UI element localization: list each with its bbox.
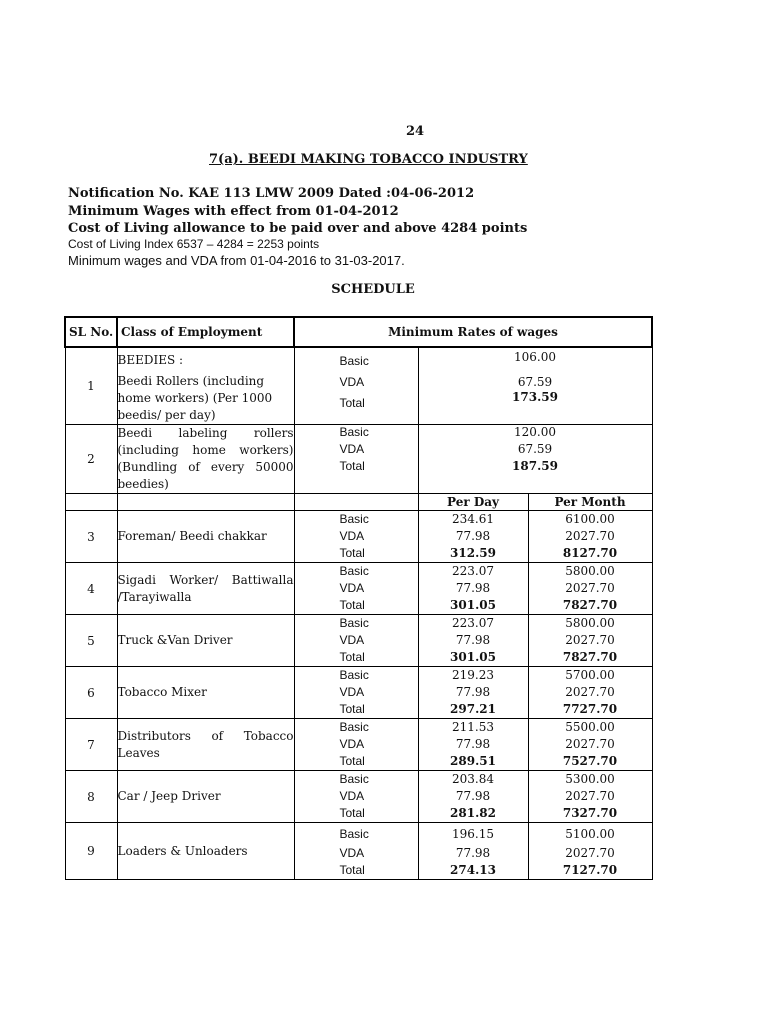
per-day-values	[418, 511, 528, 563]
row-values	[418, 425, 652, 494]
table-row	[65, 719, 652, 771]
per-month-values	[528, 719, 652, 771]
basic-label: Basic	[339, 668, 369, 682]
per-day-values	[418, 667, 528, 719]
row-class: Tobacco Mixer	[117, 667, 294, 719]
basic-month: 5500.00	[565, 720, 615, 734]
per-month-values	[528, 823, 652, 880]
basic-label: Basic	[339, 564, 369, 578]
total-day: 281.82	[450, 806, 496, 820]
per-day-values	[418, 771, 528, 823]
total-month: 7327.70	[562, 806, 618, 820]
total-label: Total	[339, 806, 365, 820]
row-labels	[294, 347, 418, 425]
total-month: 7727.70	[562, 702, 618, 716]
total-day: 312.59	[450, 546, 496, 560]
cost-index-line: Cost of Living Index 6537 – 4284 = 2253 points	[68, 237, 320, 251]
table-row	[65, 667, 652, 719]
table-row	[65, 511, 652, 563]
table-row	[65, 425, 652, 494]
basic-month: 5800.00	[565, 564, 615, 578]
per-month-header: Per Month	[528, 494, 652, 511]
total-value: 187.59	[512, 459, 558, 473]
vda-day: 77.98	[455, 737, 491, 751]
basic-label: Basic	[339, 827, 369, 841]
row-class	[117, 347, 294, 425]
vda-month: 2027.70	[565, 846, 615, 860]
row-labels	[294, 719, 418, 771]
total-label: Total	[339, 459, 365, 473]
row-class: Distributors of Tobacco Leaves	[117, 719, 294, 771]
vda-label: VDA	[339, 581, 365, 595]
basic-label: Basic	[339, 720, 369, 734]
row-sl: 6	[65, 667, 117, 719]
basic-month: 6100.00	[565, 512, 615, 526]
row-labels	[294, 563, 418, 615]
per-month-values	[528, 563, 652, 615]
vda-label: VDA	[339, 633, 365, 647]
row-labels	[294, 615, 418, 667]
total-day: 301.05	[450, 650, 496, 664]
row-sl: 8	[65, 771, 117, 823]
header-class: Class of Employment	[117, 317, 294, 347]
per-day-header: Per Day	[418, 494, 528, 511]
total-month: 7127.70	[562, 863, 618, 877]
vda-day: 77.98	[455, 789, 491, 803]
row-class: Loaders & Unloaders	[117, 823, 294, 880]
basic-month: 5100.00	[565, 827, 615, 841]
total-label: Total	[339, 863, 365, 877]
page-number: 24	[405, 124, 425, 139]
total-label: Total	[339, 546, 365, 560]
basic-label: Basic	[339, 616, 369, 630]
basic-label: Basic	[339, 354, 369, 368]
vda-month: 2027.70	[565, 737, 615, 751]
row-sl: 4	[65, 563, 117, 615]
row-labels	[294, 425, 418, 494]
vda-day: 77.98	[455, 846, 491, 860]
vda-month: 2027.70	[565, 685, 615, 699]
row-class: Sigadi Worker/ Battiwalla /Tarayiwalla	[117, 563, 294, 615]
class-line: BEEDIES :	[117, 353, 184, 367]
vda-month: 2027.70	[565, 789, 615, 803]
vda-day: 77.98	[455, 529, 491, 543]
total-label: Total	[339, 754, 365, 768]
row-class: Beedi labeling rollers (including home workers) (Bundling of every 50000 beedies)	[117, 425, 294, 494]
basic-label: Basic	[339, 772, 369, 786]
total-month: 7827.70	[562, 598, 618, 612]
basic-month: 5800.00	[565, 616, 615, 630]
row-values	[418, 347, 652, 425]
effect-date-line: Minimum Wages with effect from 01-04-2012	[68, 204, 399, 219]
cola-line: Cost of Living allowance to be paid over and above 4284 points	[68, 221, 528, 236]
basic-day: 223.07	[452, 564, 494, 578]
table-row	[65, 347, 652, 425]
vda-label: VDA	[339, 737, 365, 751]
row-sl: 2	[65, 425, 117, 494]
total-day: 297.21	[450, 702, 496, 716]
per-month-values	[528, 667, 652, 719]
total-month: 8127.70	[562, 546, 618, 560]
basic-day: 203.84	[452, 772, 494, 786]
wage-schedule-table	[64, 316, 653, 880]
vda-day: 77.98	[455, 633, 491, 647]
vda-label: VDA	[339, 846, 365, 860]
total-value: 173.59	[512, 390, 558, 404]
basic-day: 196.15	[452, 827, 494, 841]
header-rates: Minimum Rates of wages	[294, 317, 652, 347]
total-label: Total	[339, 396, 365, 410]
notification-line: Notification No. KAE 113 LMW 2009 Dated :04-06-2012	[68, 186, 475, 201]
total-month: 7827.70	[562, 650, 618, 664]
vda-label: VDA	[339, 529, 365, 543]
table-header-row	[65, 317, 652, 347]
schedule-title: SCHEDULE	[331, 282, 415, 297]
class-line: Beedi Rollers (including	[117, 374, 265, 388]
per-month-values	[528, 511, 652, 563]
basic-day: 223.07	[452, 616, 494, 630]
table-row	[65, 563, 652, 615]
vda-day: 77.98	[455, 685, 491, 699]
vda-value: 67.59	[517, 442, 553, 456]
row-sl: 9	[65, 823, 117, 880]
total-month: 7527.70	[562, 754, 618, 768]
row-sl: 5	[65, 615, 117, 667]
total-day: 289.51	[450, 754, 496, 768]
vda-day: 77.98	[455, 581, 491, 595]
row-class: Car / Jeep Driver	[117, 771, 294, 823]
vda-month: 2027.70	[565, 581, 615, 595]
per-day-values	[418, 823, 528, 880]
table-row	[65, 771, 652, 823]
basic-month: 5700.00	[565, 668, 615, 682]
basic-value: 106.00	[514, 350, 556, 364]
per-month-values	[528, 615, 652, 667]
vda-label: VDA	[339, 442, 365, 456]
header-sl: SL No.	[65, 317, 117, 347]
row-labels	[294, 823, 418, 880]
total-day: 274.13	[450, 863, 496, 877]
per-day-values	[418, 719, 528, 771]
basic-month: 5300.00	[565, 772, 615, 786]
row-sl: 3	[65, 511, 117, 563]
row-class: Truck &Van Driver	[117, 615, 294, 667]
total-day: 301.05	[450, 598, 496, 612]
vda-label: VDA	[339, 375, 365, 389]
total-label: Total	[339, 650, 365, 664]
vda-month: 2027.70	[565, 633, 615, 647]
sub-header-row	[65, 494, 652, 511]
basic-day: 234.61	[452, 512, 494, 526]
basic-value: 120.00	[514, 425, 556, 439]
row-labels	[294, 511, 418, 563]
per-day-values	[418, 563, 528, 615]
per-month-values	[528, 771, 652, 823]
class-line: beedis/ per day)	[117, 408, 216, 422]
total-label: Total	[339, 702, 365, 716]
total-label: Total	[339, 598, 365, 612]
vda-month: 2027.70	[565, 529, 615, 543]
table-row	[65, 823, 652, 880]
vda-value: 67.59	[517, 375, 553, 389]
row-class: Foreman/ Beedi chakkar	[117, 511, 294, 563]
basic-day: 219.23	[452, 668, 494, 682]
row-labels	[294, 771, 418, 823]
row-sl: 7	[65, 719, 117, 771]
document-title: 7(a). BEEDI MAKING TOBACCO INDUSTRY	[209, 152, 528, 167]
class-line: home workers) (Per 1000	[117, 391, 273, 405]
basic-day: 211.53	[452, 720, 494, 734]
basic-label: Basic	[339, 425, 369, 439]
basic-label: Basic	[339, 512, 369, 526]
per-day-values	[418, 615, 528, 667]
vda-label: VDA	[339, 789, 365, 803]
table-row	[65, 615, 652, 667]
row-sl: 1	[65, 347, 117, 425]
period-line: Minimum wages and VDA from 01-04-2016 to 31-03-2017.	[68, 253, 405, 268]
row-labels	[294, 667, 418, 719]
vda-label: VDA	[339, 685, 365, 699]
